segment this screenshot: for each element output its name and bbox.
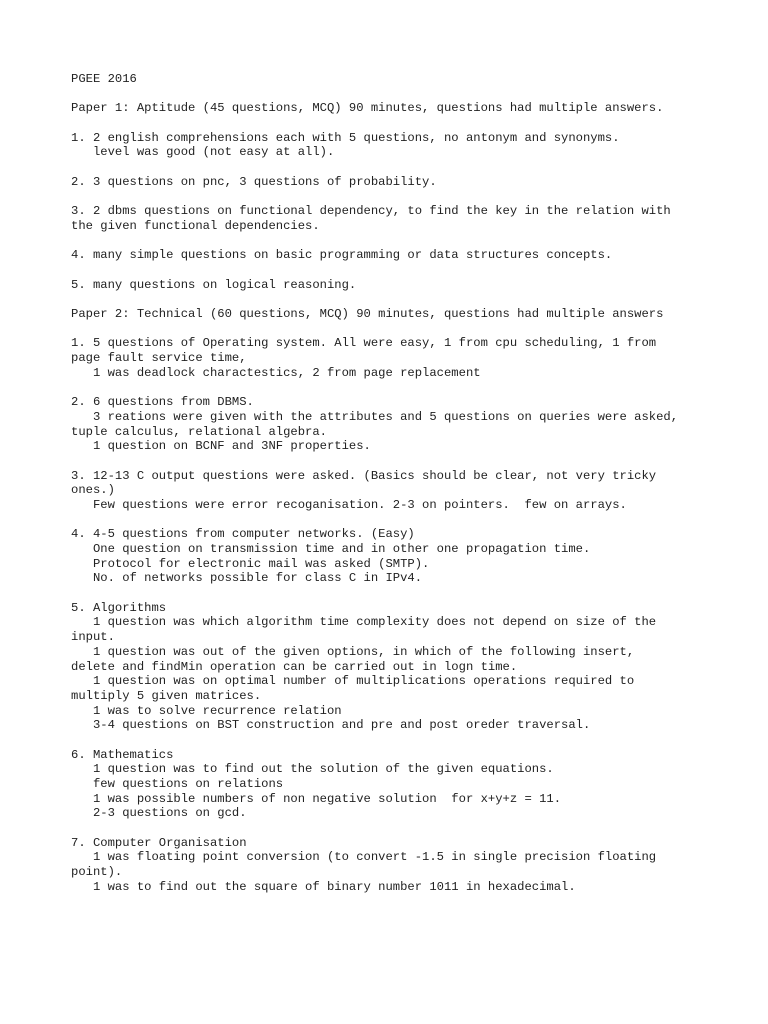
text-line: point). [71, 865, 123, 880]
text-line: 3. 2 dbms questions on functional dependency, to find the key in the relation with [71, 204, 671, 219]
text-line: 6. Mathematics [71, 747, 174, 762]
blank-line [71, 263, 731, 278]
document-body [71, 72, 731, 895]
text-line: input. [71, 630, 115, 645]
text-line: Paper 1: Aptitude (45 questions, MCQ) 90 minutes, questions had multiple answers. [71, 101, 664, 116]
text-line: Paper 2: Technical (60 questions, MCQ) 90 minutes, questions had multiple answers [71, 307, 664, 321]
text-line: 1 was to solve recurrence relation [71, 703, 342, 718]
text-line: delete and findMin operation can be carried out in logn time. [71, 659, 518, 674]
text-line: 1. 5 questions of Operating system. All were easy, 1 from cpu scheduling, 1 from [71, 336, 657, 351]
blank-line [71, 733, 731, 748]
text-line: PGEE 2016 [71, 72, 137, 86]
text-line: 4. 4-5 questions from computer networks. (Easy) [71, 527, 415, 542]
blank-line [71, 190, 731, 205]
text-line: multiply 5 given matrices. [71, 688, 262, 703]
text-line: 1. 2 english comprehensions each with 5 questions, no antonym and synonyms. [71, 130, 620, 145]
text-line: 3 reations were given with the attributes and 5 questions on queries were asked, [71, 409, 679, 424]
text-line: No. of networks possible for class C in IPv4. [71, 571, 423, 586]
text-line: 1 was possible numbers of non negative solution for x+y+z = 11. [71, 791, 562, 806]
blank-line [71, 586, 731, 601]
text-line: 1 question was which algorithm time complexity does not depend on size of the [71, 615, 657, 630]
text-line: 3-4 questions on BST construction and pre and post oreder traversal. [71, 718, 591, 733]
blank-line [71, 380, 731, 395]
blank-line [71, 234, 731, 249]
text-line: 2-3 questions on gcd. [71, 806, 247, 821]
text-line: 3. 12-13 C output questions were asked. (Basics should be clear, not very tricky [71, 468, 657, 483]
blank-line [71, 322, 731, 337]
text-line: 2. 6 questions from DBMS. [71, 395, 254, 410]
text-line: 1 was floating point conversion (to convert -1.5 in single precision floating [71, 850, 657, 865]
text-line: 5. Algorithms [71, 600, 167, 615]
text-line: One question on transmission time and in other one propagation time. [71, 542, 591, 556]
text-line: 2. 3 questions on pnc, 3 questions of probability. [71, 174, 437, 189]
text-line: level was good (not easy at all). [71, 145, 335, 160]
text-line: tuple calculus, relational algebra. [71, 424, 327, 439]
text-line: 1 question was out of the given options, in which of the following insert, [71, 644, 635, 659]
text-line: 4. many simple questions on basic programming or data structures concepts. [71, 248, 613, 263]
blank-line [71, 116, 731, 131]
text-line: page fault service time, [71, 351, 247, 366]
text-line: ones.) [71, 483, 115, 498]
blank-line [71, 454, 731, 469]
blank-line [71, 87, 731, 102]
text-line: Few questions were error recoganisation. 2-3 on pointers. few on arrays. [71, 497, 627, 512]
text-line: few questions on relations [71, 777, 284, 791]
text-line: 1 question on BCNF and 3NF properties. [71, 439, 371, 454]
text-line: the given functional dependencies. [71, 218, 320, 233]
text-line: 1 question was on optimal number of multiplications operations required to [71, 674, 635, 689]
blank-line [71, 821, 731, 836]
text-line: 5. many questions on logical reasoning. [71, 277, 357, 292]
text-line: 1 question was to find out the solution of the given equations. [71, 762, 554, 777]
text-line: 1 was deadlock charactestics, 2 from page replacement [71, 365, 481, 380]
text-line: 7. Computer Organisation [71, 835, 247, 850]
blank-line [71, 292, 731, 307]
text-line: Protocol for electronic mail was asked (SMTP). [71, 556, 430, 571]
text-line: 1 was to find out the square of binary number 1011 in hexadecimal. [71, 879, 576, 894]
blank-line [71, 513, 731, 528]
blank-line [71, 160, 731, 175]
